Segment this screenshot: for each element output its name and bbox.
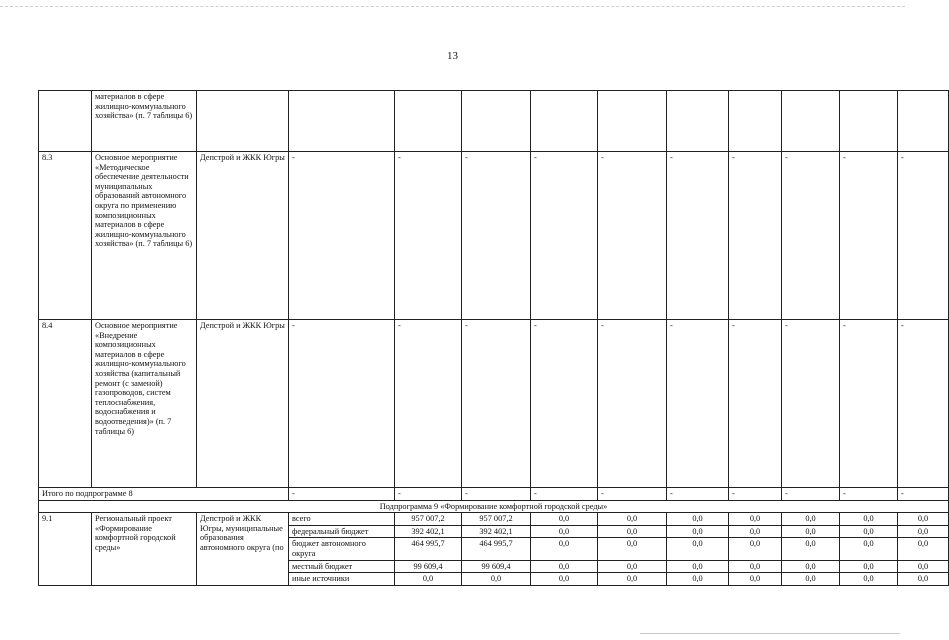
value-cell: 0,0 — [729, 560, 782, 573]
cell-dash: - — [729, 488, 782, 501]
table-row-8-4 — [39, 320, 949, 488]
cell-dash: - — [289, 152, 395, 320]
cell-dash: - — [462, 152, 531, 320]
value-cell: 0,0 — [898, 573, 949, 586]
value-cell: 0,0 — [840, 538, 898, 560]
cell-dash: - — [462, 320, 531, 488]
value-cell: 0,0 — [531, 538, 598, 560]
value-cell: 0,0 — [598, 513, 667, 526]
cell-executor: Депстрой и ЖКК Югры — [197, 152, 289, 320]
table-row-total-8 — [39, 488, 949, 501]
subprogram-heading-row — [39, 500, 949, 513]
value-cell: 0,0 — [840, 525, 898, 538]
cell-dash: - — [531, 320, 598, 488]
cell-dash: - — [395, 152, 462, 320]
value-year-1: 464 995,7 — [462, 538, 531, 560]
value-year-1: 0,0 — [462, 573, 531, 586]
source-label: иные источники — [289, 573, 395, 586]
cell-dash: - — [289, 320, 395, 488]
cell-dash: - — [667, 152, 729, 320]
cell-dash: - — [598, 488, 667, 501]
value-cell: 0,0 — [667, 538, 729, 560]
cell-dash: - — [840, 320, 898, 488]
value-cell: 0,0 — [840, 560, 898, 573]
cell-num — [39, 91, 92, 152]
cell-dash: - — [840, 152, 898, 320]
value-total: 957 007,2 — [395, 513, 462, 526]
cell-dash: - — [898, 488, 949, 501]
cell-dash: - — [598, 152, 667, 320]
value-total: 99 609,4 — [395, 560, 462, 573]
cell-num: 8.4 — [39, 320, 92, 488]
total-label: Итого по подпрограмме 8 — [39, 488, 289, 501]
value-cell: 0,0 — [729, 513, 782, 526]
table-row-8-3 — [39, 152, 949, 320]
cell-num: 8.3 — [39, 152, 92, 320]
value-cell: 0,0 — [898, 560, 949, 573]
value-cell: 0,0 — [840, 513, 898, 526]
table-row-continuation — [39, 91, 949, 152]
cell-dash: - — [667, 320, 729, 488]
cell-dash: - — [782, 488, 840, 501]
source-label: местный бюджет — [289, 560, 395, 573]
cell-dash: - — [395, 488, 462, 501]
value-cell: 0,0 — [531, 573, 598, 586]
value-cell: 0,0 — [667, 513, 729, 526]
value-total: 464 995,7 — [395, 538, 462, 560]
value-cell: 0,0 — [531, 525, 598, 538]
cell-dash: - — [289, 488, 395, 501]
cell-dash: - — [898, 152, 949, 320]
value-cell: 0,0 — [667, 573, 729, 586]
cell-event: Основное мероприятие «Внедрение композиционных материалов в сфере жилищно-коммунального хозяйства (капитальный ремонт (с заменой) газопроводов, систем теплоснабжения, водоснабжения и водоотведения)» (п. 7 таблицы 6) — [92, 320, 197, 488]
value-cell: 0,0 — [531, 560, 598, 573]
source-label: федеральный бюджет — [289, 525, 395, 538]
cell-dash: - — [598, 320, 667, 488]
value-cell: 0,0 — [729, 525, 782, 538]
cell-dash: - — [729, 320, 782, 488]
table-row-9-1-total — [39, 513, 949, 526]
value-cell: 0,0 — [782, 525, 840, 538]
value-cell: 0,0 — [598, 560, 667, 573]
cell-executor: Депстрой и ЖКК Югры — [197, 320, 289, 488]
cell-executor — [197, 91, 289, 152]
value-cell: 0,0 — [898, 525, 949, 538]
cell-dash: - — [395, 320, 462, 488]
value-year-1: 957 007,2 — [462, 513, 531, 526]
cell-dash: - — [531, 488, 598, 501]
value-cell: 0,0 — [782, 538, 840, 560]
cell-dash: - — [782, 320, 840, 488]
value-cell: 0,0 — [598, 573, 667, 586]
cell-dash: - — [898, 320, 949, 488]
value-cell: 0,0 — [898, 538, 949, 560]
source-label: бюджет автономного округа — [289, 538, 395, 560]
value-cell: 0,0 — [782, 560, 840, 573]
cell-dash: - — [462, 488, 531, 501]
page-number: 13 — [447, 50, 458, 62]
value-cell: 0,0 — [782, 513, 840, 526]
source-label: всего — [289, 513, 395, 526]
cell-event: материалов в сфере жилищно-коммунального хозяйства» (п. 7 таблицы 6) — [92, 91, 197, 152]
value-cell: 0,0 — [531, 513, 598, 526]
cell-event: Региональный проект «Формирование комфортной городской среды» — [92, 513, 197, 586]
value-cell: 0,0 — [598, 525, 667, 538]
cell-dash: - — [667, 488, 729, 501]
value-total: 0,0 — [395, 573, 462, 586]
value-cell: 0,0 — [782, 573, 840, 586]
scan-artifact-bottom — [640, 633, 900, 634]
value-cell: 0,0 — [729, 573, 782, 586]
value-cell: 0,0 — [840, 573, 898, 586]
cell-event: Основное мероприятие «Методическое обеспечение деятельности муниципальных образований автономного округа по применению композиционных материалов в сфере жилищно-коммунального хозяйства» (п. 7 таблицы 6) — [92, 152, 197, 320]
value-cell: 0,0 — [729, 538, 782, 560]
cell-executor: Депстрой и ЖКК Югры, муниципальные образования автономного округа (по — [197, 513, 289, 586]
program-table — [38, 90, 949, 586]
cell-dash: - — [840, 488, 898, 501]
cell-dash: - — [531, 152, 598, 320]
value-cell: 0,0 — [667, 525, 729, 538]
cell-dash: - — [729, 152, 782, 320]
cell-num: 9.1 — [39, 513, 92, 586]
value-cell: 0,0 — [667, 560, 729, 573]
subprogram-title: Подпрограмма 9 «Формирование комфортной городской среды» — [39, 500, 949, 513]
value-total: 392 402,1 — [395, 525, 462, 538]
value-year-1: 99 609,4 — [462, 560, 531, 573]
value-cell: 0,0 — [598, 538, 667, 560]
cell-dash: - — [782, 152, 840, 320]
value-cell: 0,0 — [898, 513, 949, 526]
scan-artifact-line — [0, 6, 905, 8]
value-year-1: 392 402,1 — [462, 525, 531, 538]
